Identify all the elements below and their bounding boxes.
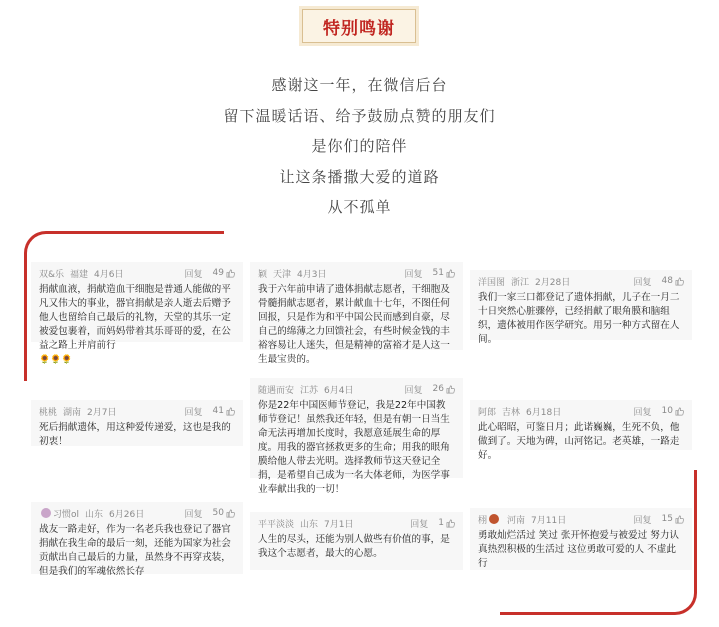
comment-card bbox=[470, 508, 692, 570]
thumbs-up-icon bbox=[675, 407, 684, 416]
comment-date: 2月28日 bbox=[535, 277, 571, 288]
comment-card bbox=[470, 400, 692, 461]
comment-text: 此心昭昭，可鉴日月；此诺巍巍，生死不负，他做到了。天地为碑，山河铭记。老英雄，一路走好。 bbox=[478, 422, 680, 461]
title-banner bbox=[299, 6, 419, 46]
comment-text: 你是22年中国医师节登记，我是22年中国教师节登记！虽然我还年轻，但是有朝一日当生命无法再增加长度时，我愿意延展生命的厚度。用我的器官拯救更多的生命；用我的眼角膜给他人带去光明。选择教师节这天登记全捐，是希望自己成为一名大体老师，为医学事业奉献出我的一切！ bbox=[258, 400, 450, 495]
like-count: 1 bbox=[438, 518, 444, 528]
reply-button[interactable]: 回复 bbox=[184, 407, 203, 418]
thanks-line: 感谢这一年，在微信后台 bbox=[271, 76, 448, 94]
comment-text: 我于六年前申请了遗体捐献志愿者，干细胞及骨髓捐献志愿者，累计献血十七年，不图任何回报，只是作为和平中国公民而感到自豪，尽自己的绵薄之力回馈社会，有些时候金钱的丰裕容易让人迷失，但是精神的富裕才是人这一生最宝贵的。 bbox=[258, 284, 450, 365]
thumbs-up-icon bbox=[446, 519, 455, 528]
reply-button[interactable]: 回复 bbox=[184, 509, 203, 520]
comment-date: 6月26日 bbox=[109, 509, 145, 520]
comment-user: 习惯ol bbox=[53, 509, 80, 520]
reply-button[interactable]: 回复 bbox=[404, 269, 423, 280]
comment-text: 勇敢灿烂活过 笑过 张开怀抱爱与被爱过 努力认真热烈积极的生活过 这位勇敢可爱的人 不虚此行 bbox=[478, 530, 680, 569]
comment-user: 阿郎 bbox=[478, 407, 497, 418]
comment-location: 山东 bbox=[300, 519, 319, 530]
comment-date: 6月18日 bbox=[526, 407, 562, 418]
thanks-line: 从不孤单 bbox=[327, 198, 392, 216]
thumbs-up-icon bbox=[226, 407, 235, 416]
page-title: 特别鸣谢 bbox=[302, 9, 416, 43]
thumbs-up-icon bbox=[226, 509, 235, 518]
comment-text: 我们一家三口都登记了遗体捐献，儿子在一月二十日突然心脏骤停，已经捐献了眼角膜和脑组织，遗体被用作医学研究。用另一种方式留在人间。 bbox=[478, 292, 680, 345]
sunflower-emoji: 🌻🌻🌻 bbox=[39, 355, 73, 365]
avatar bbox=[489, 514, 499, 524]
comment-date: 4月3日 bbox=[297, 269, 327, 280]
like-count: 10 bbox=[661, 406, 673, 416]
comment-location: 福建 bbox=[70, 269, 89, 280]
like-count: 15 bbox=[661, 514, 673, 524]
reply-button[interactable]: 回复 bbox=[633, 515, 652, 526]
like-count: 50 bbox=[212, 508, 224, 518]
reply-button[interactable]: 回复 bbox=[404, 385, 423, 396]
comment-user: 平平淡淡 bbox=[258, 519, 295, 530]
comment-user: 洋国图 bbox=[478, 277, 506, 288]
thanks-line: 是你们的陪伴 bbox=[311, 137, 408, 155]
comment-location: 吉林 bbox=[502, 407, 521, 418]
like-count: 49 bbox=[212, 268, 224, 278]
like-count: 41 bbox=[212, 406, 224, 416]
like-button[interactable] bbox=[213, 508, 235, 518]
comment-location: 江苏 bbox=[300, 385, 319, 396]
comment-user: 随遇而安 bbox=[258, 385, 295, 396]
thanks-line: 留下温暖话语、给予鼓励点赞的朋友们 bbox=[223, 106, 496, 125]
reply-button[interactable]: 回复 bbox=[410, 519, 429, 530]
like-count: 48 bbox=[661, 276, 673, 286]
comment-location: 湖南 bbox=[63, 407, 82, 418]
like-button[interactable] bbox=[213, 406, 235, 416]
like-count: 26 bbox=[432, 384, 444, 394]
comment-date: 2月7日 bbox=[87, 407, 117, 418]
like-button[interactable] bbox=[662, 514, 684, 524]
like-button[interactable] bbox=[433, 384, 455, 394]
thumbs-up-icon bbox=[675, 515, 684, 524]
thanks-line: 让这条播撒大爱的道路 bbox=[279, 167, 440, 186]
thumbs-up-icon bbox=[226, 269, 235, 278]
comment-card bbox=[31, 400, 243, 446]
avatar bbox=[41, 508, 51, 518]
comment-date: 6月4日 bbox=[324, 385, 354, 396]
comment-card bbox=[250, 378, 463, 495]
comment-user: 桃桃 bbox=[39, 407, 58, 418]
reply-button[interactable]: 回复 bbox=[184, 269, 203, 280]
comment-location: 天津 bbox=[273, 269, 292, 280]
comment-card bbox=[470, 270, 692, 345]
reply-button[interactable]: 回复 bbox=[633, 407, 652, 418]
comment-date: 7月11日 bbox=[531, 515, 567, 526]
comment-user: 栩 bbox=[478, 515, 488, 526]
comment-text: 死后捐献遗体，用这种爱传递爱，这也是我的初衷！ bbox=[39, 422, 231, 447]
like-button[interactable] bbox=[662, 276, 684, 286]
like-button[interactable] bbox=[662, 406, 684, 416]
thumbs-up-icon bbox=[446, 385, 455, 394]
reply-button[interactable]: 回复 bbox=[633, 277, 652, 288]
like-button[interactable] bbox=[438, 518, 455, 528]
comment-card bbox=[31, 502, 243, 577]
comment-text: 战友一路走好，作为一名老兵我也登记了器官捐献在我生命的最后一刻，还能为国家为社会贡献出自己最后的力量，虽然身不再穿戎装，但是我们的军魂依然长存 bbox=[39, 524, 231, 577]
thumbs-up-icon bbox=[446, 269, 455, 278]
like-button[interactable] bbox=[213, 268, 235, 278]
like-count: 51 bbox=[432, 268, 444, 278]
comment-date: 7月1日 bbox=[324, 519, 354, 530]
like-button[interactable] bbox=[433, 268, 455, 278]
comment-card bbox=[250, 512, 463, 570]
comment-location: 浙江 bbox=[511, 277, 530, 288]
comment-text: 捐献血液，捐献造血干细胞是普通人能做的平凡又伟大的事业，器官捐献是亲人逝去后赠予他人也留给自己最后的礼物，天堂的其乐一定被爱包裹着，而妈妈带着其乐哥哥的爱，在公益之路上并肩前行 bbox=[39, 284, 231, 351]
comment-location: 山东 bbox=[85, 509, 104, 520]
thumbs-up-icon bbox=[675, 277, 684, 286]
comment-location: 河南 bbox=[507, 515, 526, 526]
thanks-message bbox=[0, 70, 719, 223]
comment-user: 双&乐 bbox=[39, 269, 65, 280]
comment-text: 人生的尽头，还能为别人做些有价值的事，是我这个志愿者，最大的心愿。 bbox=[258, 534, 450, 559]
comment-card bbox=[31, 262, 243, 365]
comment-user: 颖 bbox=[258, 269, 268, 280]
comment-card bbox=[250, 262, 463, 365]
comment-date: 4月6日 bbox=[94, 269, 124, 280]
